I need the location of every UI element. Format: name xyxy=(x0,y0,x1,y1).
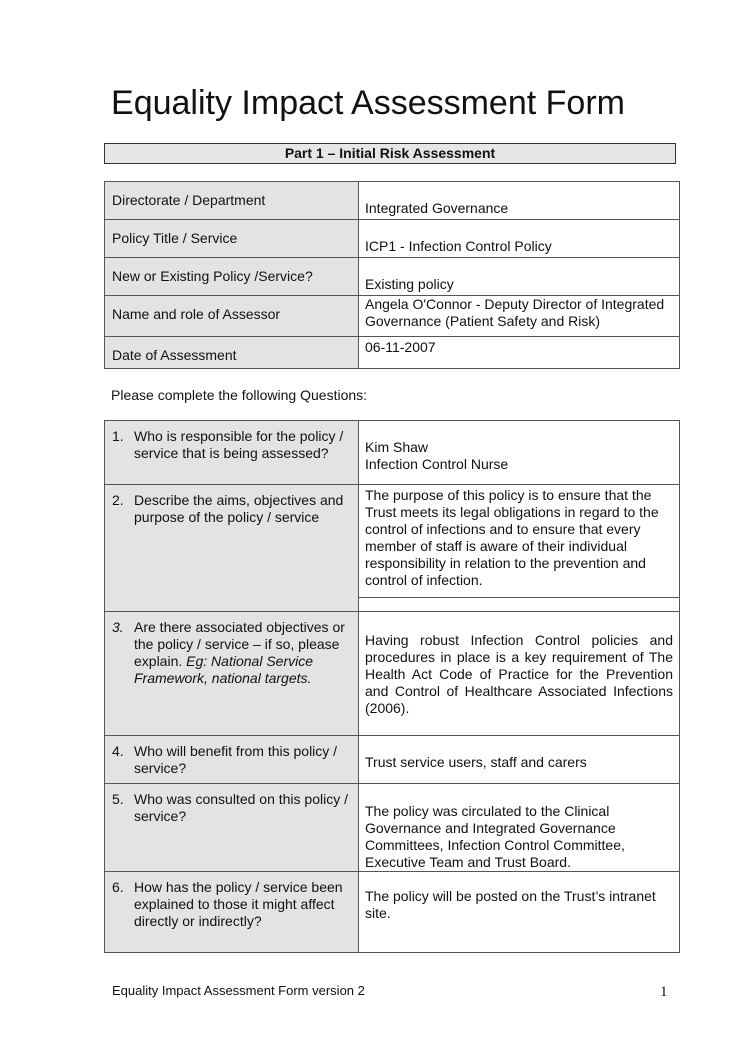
question-text: Who is responsible for the policy / service that is being assessed? xyxy=(134,428,344,461)
details-table xyxy=(104,181,680,369)
question-cell xyxy=(105,485,359,612)
question-row xyxy=(105,612,680,736)
question-number: 6. xyxy=(112,879,124,895)
assessor-value: Angela O'Connor - Deputy Director of Integrated Governance (Patient Safety and Risk) xyxy=(359,296,680,337)
question-cell xyxy=(105,421,359,485)
page-title: Equality Impact Assessment Form xyxy=(111,84,625,122)
answer-cell: Trust service users, staff and carers xyxy=(359,736,680,784)
assessor-label: Name and role of Assessor xyxy=(105,296,359,337)
question-number: 2. xyxy=(112,492,124,508)
answer-text: The purpose of this policy is to ensure that the Trust meets its legal obligations in regard to the control of infections and to ensure that every member of staff is aware of their individual responsibility in relation to the prevention and control of infection. xyxy=(365,487,659,588)
details-row xyxy=(105,296,680,337)
policy-status-label: New or Existing Policy /Service? xyxy=(105,258,359,296)
question-text: Describe the aims, objectives and purpose of the policy / service xyxy=(134,492,344,525)
directorate-label: Directorate / Department xyxy=(105,182,359,220)
question-number: 3. xyxy=(112,619,124,635)
answer-divider xyxy=(359,597,679,611)
questions-table xyxy=(104,420,680,953)
question-text: How has the policy / service been explained to those it might affect directly or indirectly? xyxy=(134,879,343,929)
page-number: 1 xyxy=(660,984,668,1000)
question-text: Are there associated objectives or the policy / service – if so, please explain. xyxy=(134,619,345,669)
policy-title-value: ICP1 - Infection Control Policy xyxy=(359,220,680,258)
date-label: Date of Assessment xyxy=(105,337,359,369)
question-text: Who will benefit from this policy / service? xyxy=(134,743,338,776)
policy-status-value: Existing policy xyxy=(359,258,680,296)
details-row xyxy=(105,258,680,296)
question-row xyxy=(105,736,680,784)
question-cell xyxy=(105,784,359,872)
question-row xyxy=(105,421,680,485)
footer-text: Equality Impact Assessment Form version 2 xyxy=(112,983,365,998)
question-row xyxy=(105,485,680,612)
question-number: 5. xyxy=(112,791,124,807)
details-row xyxy=(105,182,680,220)
question-row xyxy=(105,784,680,872)
question-number: 1. xyxy=(112,428,124,444)
answer-cell: Having robust Infection Control policies and procedures in place is a key requirement of The Health Act Code of Practice for the Prevention and Control of Healthcare Associated Infections (2006). xyxy=(359,612,680,736)
question-row xyxy=(105,872,680,953)
date-value: 06-11-2007 xyxy=(359,337,680,369)
policy-title-label: Policy Title / Service xyxy=(105,220,359,258)
answer-cell xyxy=(359,485,680,612)
question-cell xyxy=(105,736,359,784)
answer-cell xyxy=(359,421,680,485)
directorate-value: Integrated Governance xyxy=(359,182,680,220)
question-number: 4. xyxy=(112,743,124,759)
question-text: Who was consulted on this policy / service? xyxy=(134,791,348,824)
answer-name: Kim Shaw xyxy=(365,439,429,455)
details-row xyxy=(105,337,680,369)
details-row xyxy=(105,220,680,258)
answer-role: Infection Control Nurse xyxy=(365,456,509,472)
answer-cell: The policy will be posted on the Trust’s intranet site. xyxy=(359,872,680,953)
question-example: Eg: National Service Framework, national targets. xyxy=(134,653,313,686)
questions-prompt: Please complete the following Questions: xyxy=(111,387,368,403)
question-cell xyxy=(105,612,359,736)
part-heading: Part 1 – Initial Risk Assessment xyxy=(104,143,676,164)
question-cell xyxy=(105,872,359,953)
answer-cell: The policy was circulated to the Clinical Governance and Integrated Governance Committees, Infection Control Committee, Executive Team and Trust Board. xyxy=(359,784,680,872)
